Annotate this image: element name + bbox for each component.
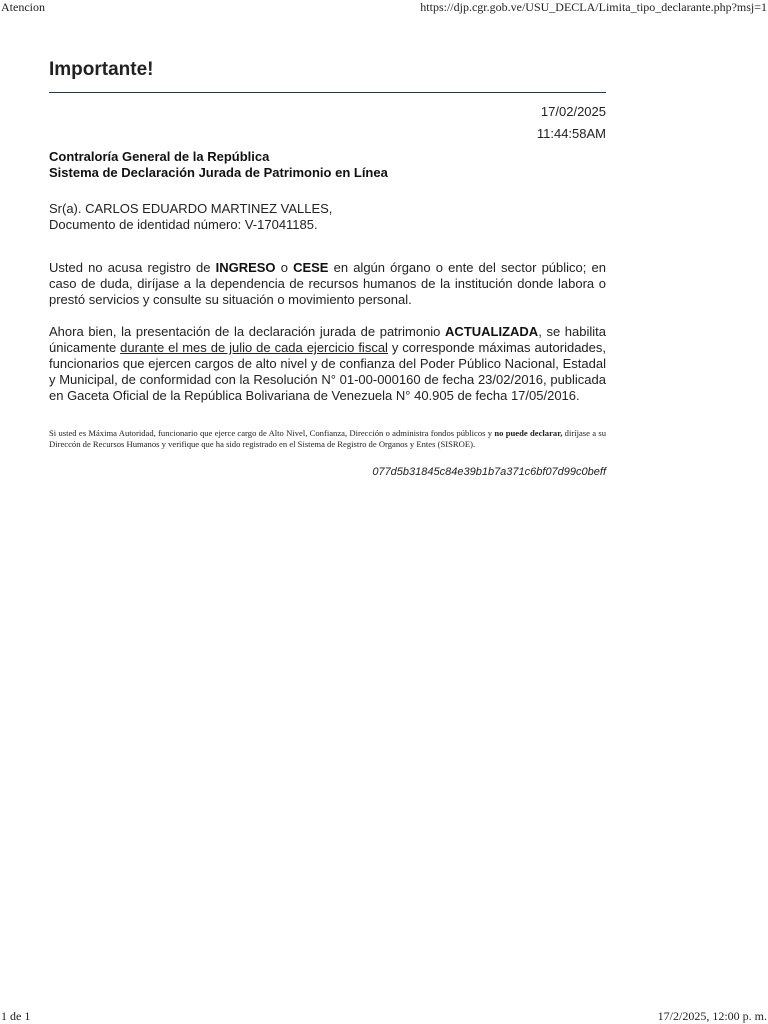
system-name: Sistema de Declaración Jurada de Patrimonio en Línea (49, 165, 388, 180)
organization-block (49, 149, 606, 181)
paragraph-no-registration (49, 260, 606, 308)
print-url: https://djp.cgr.gob.ve/USU_DECLA/Limita_tipo_declarante.php?msj=1 (420, 0, 767, 14)
recipient-id: Documento de identidad número: V-17041185. (49, 217, 318, 232)
text: y corresponde máximas autoridades, funcionarios que ejercen cargos de alto nivel y de confianza del Poder Público Nacional, Estadal y Municipal, de conformidad con la Resolución N° 01-00-000160 de fecha 23/02/2016, publicada en Gaceta Oficial de la República Bolivariana de Venezuela N° 40.905 de fecha 17/05/2016. (49, 340, 606, 403)
emphasis-ingreso: INGRESO (215, 260, 276, 275)
underlined-period: durante el mes de julio de cada ejercicio fiscal (120, 340, 388, 355)
notice-title: Importante! (49, 59, 154, 80)
emphasis-no-puede-declarar: no puede declarar, (494, 428, 563, 438)
recipient-block (49, 201, 606, 233)
print-page-title: Atencion (1, 0, 45, 14)
text: diríjase a su Direccón de Recursos Humanos y verifique que ha sido registrado en el Sistema de Registro de Organos y Entes (SISROE). (49, 428, 606, 449)
emphasis-cese: CESE (293, 260, 329, 275)
text: , se habilita únicamente (49, 324, 606, 355)
notice-time: 11:44:58AM (536, 126, 606, 141)
paragraph-updated-declaration (49, 324, 606, 404)
verification-hash: 077d5b31845c84e39b1b7a371c6bf07d99c0beff (372, 466, 606, 478)
page-count: 1 de 1 (1, 1009, 31, 1023)
organization-name: Contraloría General de la República (49, 149, 270, 164)
emphasis-actualizada: ACTUALIZADA (445, 324, 539, 339)
recipient-name: Sr(a). CARLOS EDUARDO MARTINEZ VALLES, (49, 201, 333, 216)
notice-date: 17/02/2025 (540, 104, 606, 119)
text: Si usted es Máxima Autoridad, funcionario que ejerce cargo de Alto Nivel, Confianza, Dirección o administra fondos públicos y (49, 428, 495, 438)
printed-at: 17/2/2025, 12:00 p. m. (657, 1009, 767, 1023)
notice-content (49, 56, 606, 478)
text: Usted no acusa registro de (49, 260, 216, 275)
text: o (275, 260, 294, 275)
text: en algún órgano o ente del sector público; en caso de duda, diríjase a la dependencia de recursos humanos de la institución donde labora o prestó servicios y consulte su situación o movimiento personal. (49, 260, 606, 307)
notice-datetime (49, 101, 606, 145)
footnote (49, 428, 606, 450)
text: Ahora bien, la presentación de la declaración jurada de patrimonio (49, 324, 446, 339)
title-divider (49, 92, 606, 93)
